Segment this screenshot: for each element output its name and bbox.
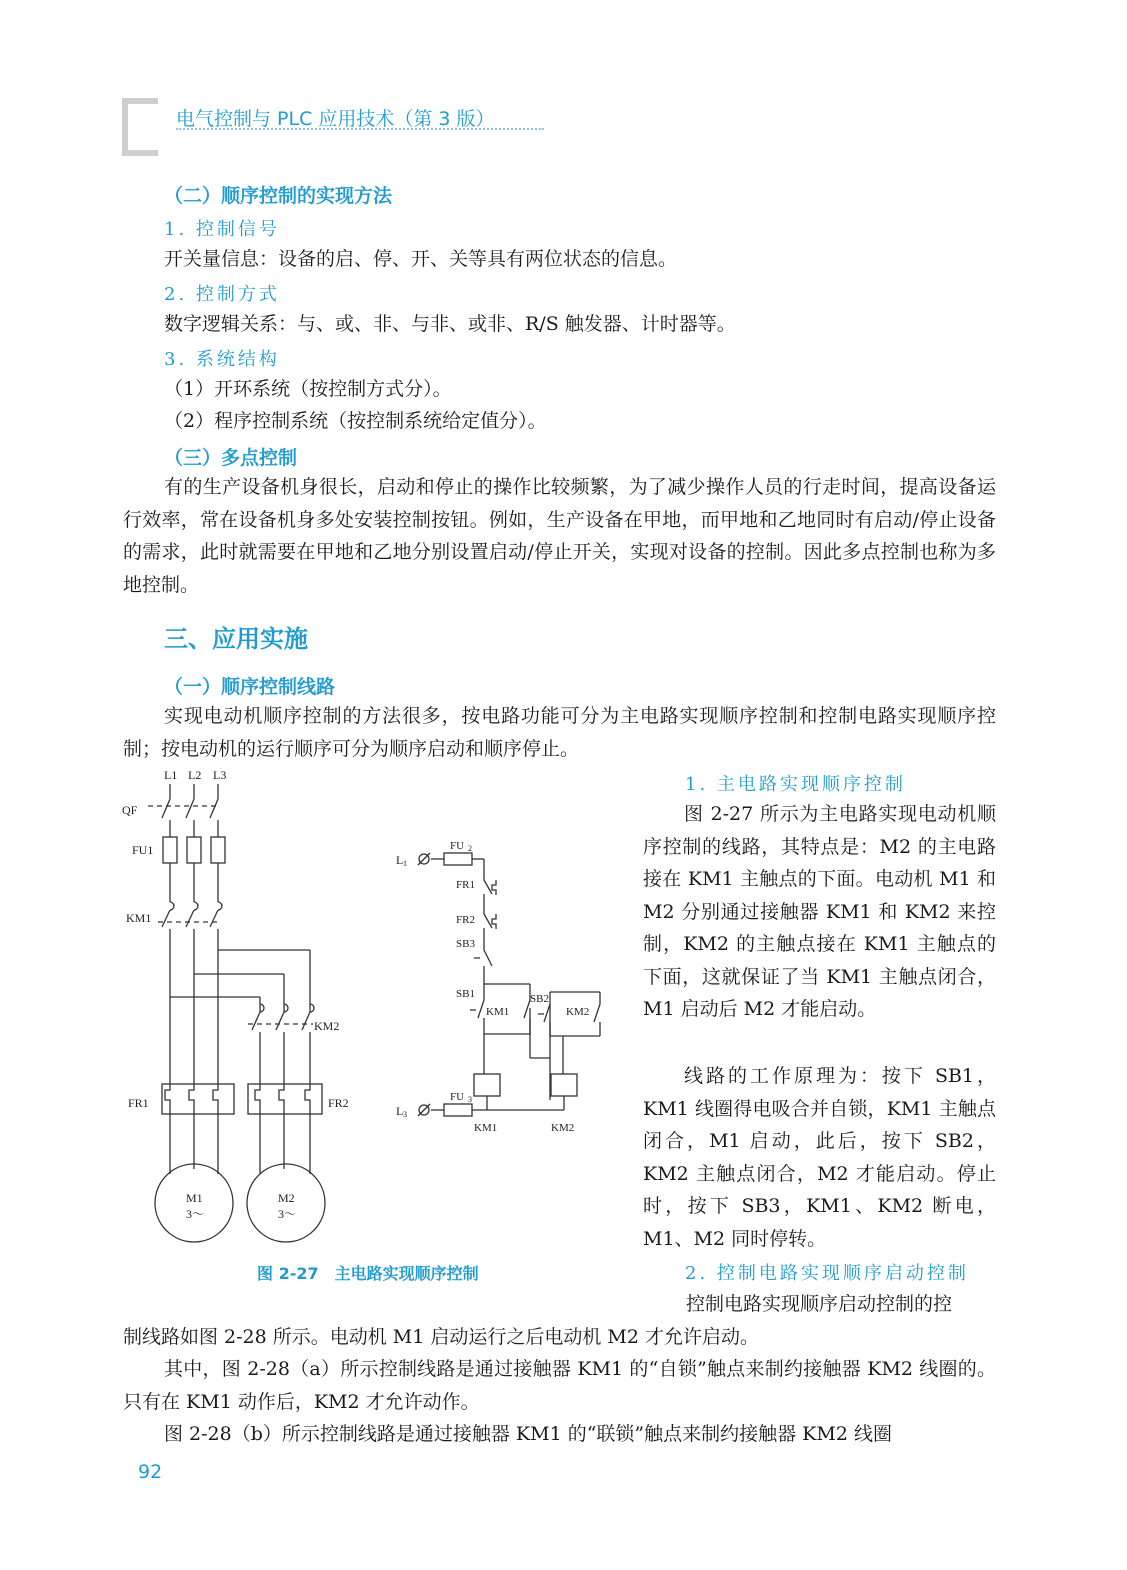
label-L3: L3 xyxy=(213,768,227,782)
label-L-top: L xyxy=(396,853,404,867)
label-FU2: FU xyxy=(450,840,465,852)
label-FU2-sub: 2 xyxy=(468,844,472,853)
label-FR2: FR2 xyxy=(328,1096,349,1110)
figure-caption: 图 2-27 主电路实现顺序控制 xyxy=(257,1264,479,1283)
label-M2: M2 xyxy=(278,1191,295,1205)
label-FR1-contact: FR1 xyxy=(456,879,475,891)
list-item-program-control: （2）程序控制系统（按控制系统给定值分）。 xyxy=(164,410,547,432)
chapter-heading-application: 三、应用实施 xyxy=(164,625,308,653)
subheading-main-circuit: 1. 主电路实现顺序控制 xyxy=(685,774,906,795)
label-L-bottom: L xyxy=(396,1104,404,1118)
label-M1-phase: 3～ xyxy=(186,1207,205,1221)
subheading-control-signal: 1. 控制信号 xyxy=(164,219,280,240)
section-heading-multipoint: （三）多点控制 xyxy=(164,447,298,469)
label-SB2: SB2 xyxy=(530,993,549,1005)
label-L-top-sub: 1 xyxy=(403,859,407,868)
paragraph-working-principle: 线路的工作原理为：按下 SB1，KM1 线圈得电吸合并自锁，KM1 主触点闭合，M1 启动，此后，按下 SB2，KM2 主触点闭合，M2 才能启动。停止时，按下 SB3，KM1、KM2 断电，M1、M2 同时停转。 xyxy=(643,1065,996,1250)
list-item-open-loop: （1）开环系统（按控制方式分）。 xyxy=(164,378,452,400)
section-heading-implementation: （二）顺序控制的实现方法 xyxy=(164,185,393,207)
header-divider xyxy=(176,128,544,130)
book-title: 电气控制与 PLC 应用技术（第 3 版） xyxy=(176,108,495,130)
label-KM1-contact: KM1 xyxy=(486,1006,510,1018)
label-KM1-coil: KM1 xyxy=(474,1122,498,1134)
label-FU1: FU1 xyxy=(132,843,154,857)
label-M2-phase: 3～ xyxy=(278,1207,297,1221)
label-SB3: SB3 xyxy=(456,938,475,950)
label-FR1: FR1 xyxy=(128,1096,149,1110)
section-heading-sequence-circuit: （一）顺序控制线路 xyxy=(164,676,336,698)
subheading-system-structure: 3. 系统结构 xyxy=(164,349,280,370)
subheading-control-circuit: 2. 控制电路实现顺序启动控制 xyxy=(685,1263,969,1284)
label-KM1: KM1 xyxy=(126,911,152,925)
paragraph-main-circuit: 图 2-27 所示为主电路实现电动机顺序控制的线路，其特点是：M2 的主电路接在 KM1 主触点的下面。电动机 M1 和 M2 分别通过接触器 KM1 和 KM2 来控制，KM2 的主触点接在 KM1 主触点的下面，这就保证了当 KM1 主触点闭合，M1 启动后 M2 才能启动。 xyxy=(643,803,996,1020)
circuit-diagram xyxy=(118,762,628,1252)
page-number: 92 xyxy=(138,1461,163,1483)
label-FU3-sub: 3 xyxy=(468,1095,472,1104)
paragraph-control-circuit-start: 控制电路实现顺序启动控制的控 xyxy=(686,1293,953,1315)
label-KM2-coil: KM2 xyxy=(551,1122,575,1134)
label-L-bottom-sub: 3 xyxy=(403,1110,407,1119)
label-KM2-contact: KM2 xyxy=(566,1006,590,1018)
paragraph-control-method: 数字逻辑关系：与、或、非、与非、或非、R/S 触发器、计时器等。 xyxy=(164,313,736,335)
paragraph-multipoint: 有的生产设备机身很长，启动和停止的操作比较频繁，为了减少操作人员的行走时间，提高设备运行效率，常在设备机身多处安装控制按钮。例如，生产设备在甲地，而甲地和乙地同时有启动/停止设备的需求，此时就需要在甲地和乙地分别设置启动/停止开关，实现对设备的控制。因此多点控制也称为多地控制。 xyxy=(123,476,996,596)
label-FU3: FU xyxy=(450,1091,465,1103)
paragraph-control-circuit-cont: 制线路如图 2-28 所示。电动机 M1 启动运行之后电动机 M2 才允许启动。 xyxy=(123,1326,760,1348)
paragraph-figure-b: 图 2-28（b）所示控制线路是通过接触器 KM1 的“联锁”触点来制约接触器 KM2 线圈 xyxy=(164,1423,892,1445)
header-decoration xyxy=(122,98,158,156)
label-QF: QF xyxy=(122,803,138,817)
label-KM2: KM2 xyxy=(314,1019,340,1033)
paragraph-control-signal: 开关量信息：设备的启、停、开、关等具有两位状态的信息。 xyxy=(164,248,678,270)
paragraph-sequence-intro: 实现电动机顺序控制的方法很多，按电路功能可分为主电路实现顺序控制和控制电路实现顺序控制；按电动机的运行顺序可分为顺序启动和顺序停止。 xyxy=(123,705,996,760)
subheading-control-method: 2. 控制方式 xyxy=(164,284,280,305)
paragraph-figure-a: 其中，图 2-28（a）所示控制线路是通过接触器 KM1 的“自锁”触点来制约接触器 KM2 线圈的。只有在 KM1 动作后，KM2 才允许动作。 xyxy=(123,1358,996,1413)
label-L1: L1 xyxy=(164,768,178,782)
label-FR2-contact: FR2 xyxy=(456,914,475,926)
label-M1: M1 xyxy=(186,1191,203,1205)
label-SB1: SB1 xyxy=(456,988,475,1000)
label-L2: L2 xyxy=(188,768,202,782)
